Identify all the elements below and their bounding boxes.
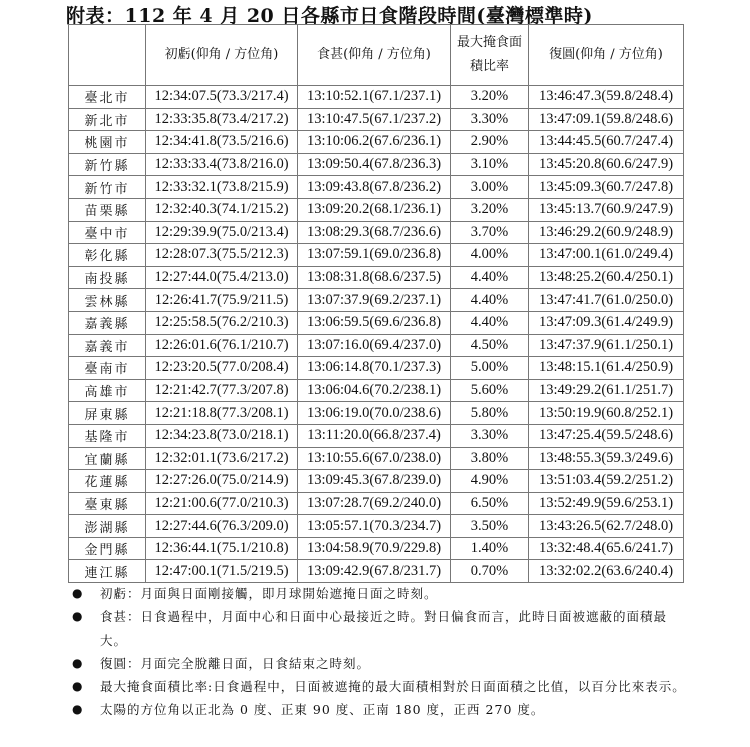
maximum-eclipse-cell: 13:10:47.5(67.1/237.2) bbox=[298, 108, 451, 131]
last-contact-cell: 13:52:49.9(59.6/253.1) bbox=[529, 492, 684, 515]
first-contact-cell: 12:32:01.1(73.6/217.2) bbox=[146, 447, 298, 470]
last-contact-cell: 13:43:26.5(62.7/248.0) bbox=[529, 515, 684, 538]
maximum-eclipse-cell: 13:08:31.8(68.6/237.5) bbox=[298, 266, 451, 289]
note-item bbox=[72, 605, 692, 652]
header-last-contact: 復圓(仰角 / 方位角) bbox=[529, 25, 684, 86]
region-name-cell: 桃園市 bbox=[69, 131, 146, 154]
region-name-cell: 南投縣 bbox=[69, 266, 146, 289]
table-row bbox=[69, 221, 684, 244]
region-name-cell: 新竹縣 bbox=[69, 153, 146, 176]
maximum-eclipse-cell: 13:07:28.7(69.2/240.0) bbox=[298, 492, 451, 515]
first-contact-cell: 12:34:41.8(73.5/216.6) bbox=[146, 131, 298, 154]
note-text: 初虧：月面與日面剛接觸，即月球開始遮掩日面之時刻。 bbox=[100, 586, 438, 601]
maximum-eclipse-cell: 13:10:55.6(67.0/238.0) bbox=[298, 447, 451, 470]
first-contact-cell: 12:26:41.7(75.9/211.5) bbox=[146, 289, 298, 312]
table-row bbox=[69, 131, 684, 154]
max-ratio-cell: 3.30% bbox=[451, 108, 529, 131]
header-maximum: 食甚(仰角 / 方位角) bbox=[298, 25, 451, 86]
first-contact-cell: 12:32:40.3(74.1/215.2) bbox=[146, 198, 298, 221]
max-ratio-cell: 3.10% bbox=[451, 153, 529, 176]
region-name-cell: 臺南市 bbox=[69, 357, 146, 380]
region-name-cell: 新竹市 bbox=[69, 176, 146, 199]
table-body bbox=[69, 86, 684, 583]
region-name-cell: 臺中市 bbox=[69, 221, 146, 244]
table-row bbox=[69, 266, 684, 289]
region-name-cell: 嘉義市 bbox=[69, 334, 146, 357]
maximum-eclipse-cell: 13:06:59.5(69.6/236.8) bbox=[298, 311, 451, 334]
last-contact-cell: 13:45:20.8(60.6/247.9) bbox=[529, 153, 684, 176]
maximum-eclipse-cell: 13:11:20.0(66.8/237.4) bbox=[298, 424, 451, 447]
max-ratio-cell: 6.50% bbox=[451, 492, 529, 515]
bullet-icon: ● bbox=[72, 586, 83, 600]
last-contact-cell: 13:47:37.9(61.1/250.1) bbox=[529, 334, 684, 357]
max-ratio-cell: 5.60% bbox=[451, 379, 529, 402]
region-name-cell: 花蓮縣 bbox=[69, 470, 146, 493]
maximum-eclipse-cell: 13:06:19.0(70.0/238.6) bbox=[298, 402, 451, 425]
max-ratio-cell: 5.00% bbox=[451, 357, 529, 380]
max-ratio-cell: 4.40% bbox=[451, 289, 529, 312]
last-contact-cell: 13:46:29.2(60.9/248.9) bbox=[529, 221, 684, 244]
max-ratio-cell: 0.70% bbox=[451, 560, 529, 583]
last-contact-cell: 13:51:03.4(59.2/251.2) bbox=[529, 470, 684, 493]
maximum-eclipse-cell: 13:07:59.1(69.0/236.8) bbox=[298, 244, 451, 267]
last-contact-cell: 13:46:47.3(59.8/248.4) bbox=[529, 86, 684, 109]
region-name-cell: 連江縣 bbox=[69, 560, 146, 583]
region-name-cell: 臺北市 bbox=[69, 86, 146, 109]
note-text: 最大掩食面積比率:日食過程中，日面被遮掩的最大面積相對於日面面積之比值，以百分比來表示。 bbox=[100, 679, 686, 695]
max-ratio-cell: 3.70% bbox=[451, 221, 529, 244]
region-name-cell: 苗栗縣 bbox=[69, 198, 146, 221]
note-item bbox=[72, 582, 692, 605]
first-contact-cell: 12:26:01.6(76.1/210.7) bbox=[146, 334, 298, 357]
table-row bbox=[69, 108, 684, 131]
bullet-icon: ● bbox=[72, 679, 83, 694]
first-contact-cell: 12:21:42.7(77.3/207.8) bbox=[146, 379, 298, 402]
maximum-eclipse-cell: 13:09:45.3(67.8/239.0) bbox=[298, 470, 451, 493]
max-ratio-cell: 3.50% bbox=[451, 515, 529, 538]
table-row bbox=[69, 357, 684, 380]
bullet-icon: ● bbox=[72, 655, 83, 670]
max-ratio-cell: 3.30% bbox=[451, 424, 529, 447]
first-contact-cell: 12:21:00.6(77.0/210.3) bbox=[146, 492, 298, 515]
bullet-icon: ● bbox=[72, 702, 83, 717]
max-ratio-cell: 3.20% bbox=[451, 86, 529, 109]
table-row bbox=[69, 537, 684, 560]
max-ratio-cell: 4.50% bbox=[451, 334, 529, 357]
max-ratio-cell: 3.20% bbox=[451, 198, 529, 221]
first-contact-cell: 12:29:39.9(75.0/213.4) bbox=[146, 221, 298, 244]
maximum-eclipse-cell: 13:09:20.2(68.1/236.1) bbox=[298, 198, 451, 221]
note-item bbox=[72, 652, 692, 675]
table-row bbox=[69, 402, 684, 425]
maximum-eclipse-cell: 13:06:04.6(70.2/238.1) bbox=[298, 379, 451, 402]
region-name-cell: 澎湖縣 bbox=[69, 515, 146, 538]
page-title: 附表：112 年 4 月 20 日各縣市日食階段時間(臺灣標準時) bbox=[66, 5, 593, 27]
first-contact-cell: 12:33:33.4(73.8/216.0) bbox=[146, 153, 298, 176]
region-name-cell: 高雄市 bbox=[69, 379, 146, 402]
last-contact-cell: 13:45:09.3(60.7/247.8) bbox=[529, 176, 684, 199]
max-ratio-cell: 4.40% bbox=[451, 311, 529, 334]
first-contact-cell: 12:21:18.8(77.3/208.1) bbox=[146, 402, 298, 425]
last-contact-cell: 13:47:09.3(61.4/249.9) bbox=[529, 311, 684, 334]
header-max-ratio-label: 最大掩食面積比率 bbox=[457, 35, 523, 74]
first-contact-cell: 12:34:07.5(73.3/217.4) bbox=[146, 86, 298, 109]
maximum-eclipse-cell: 13:10:06.2(67.6/236.1) bbox=[298, 131, 451, 154]
region-name-cell: 基隆市 bbox=[69, 424, 146, 447]
last-contact-cell: 13:49:29.2(61.1/251.7) bbox=[529, 379, 684, 402]
region-name-cell: 宜蘭縣 bbox=[69, 447, 146, 470]
note-text: 太陽的方位角以正北為 0 度、正東 90 度、正南 180 度，正西 270 度。 bbox=[100, 702, 545, 718]
table-row bbox=[69, 515, 684, 538]
table-row bbox=[69, 176, 684, 199]
header-first-contact: 初虧(仰角 / 方位角) bbox=[146, 25, 298, 86]
region-name-cell: 嘉義縣 bbox=[69, 311, 146, 334]
last-contact-cell: 13:47:25.4(59.5/248.6) bbox=[529, 424, 684, 447]
table-row bbox=[69, 424, 684, 447]
last-contact-cell: 13:44:45.5(60.7/247.4) bbox=[529, 131, 684, 154]
table-row bbox=[69, 153, 684, 176]
max-ratio-cell: 5.80% bbox=[451, 402, 529, 425]
table-row bbox=[69, 379, 684, 402]
last-contact-cell: 13:50:19.9(60.8/252.1) bbox=[529, 402, 684, 425]
note-text: 食甚：日食過程中，月面中心和日面中心最接近之時。對日偏食而言，此時日面被遮蔽的面積最大。 bbox=[100, 609, 668, 648]
last-contact-cell: 13:47:41.7(61.0/250.0) bbox=[529, 289, 684, 312]
maximum-eclipse-cell: 13:07:37.9(69.2/237.1) bbox=[298, 289, 451, 312]
max-ratio-cell: 3.00% bbox=[451, 176, 529, 199]
maximum-eclipse-cell: 13:08:29.3(68.7/236.6) bbox=[298, 221, 451, 244]
last-contact-cell: 13:48:15.1(61.4/250.9) bbox=[529, 357, 684, 380]
eclipse-times-table bbox=[68, 24, 684, 583]
table-row bbox=[69, 334, 684, 357]
max-ratio-cell: 2.90% bbox=[451, 131, 529, 154]
last-contact-cell: 13:48:25.2(60.4/250.1) bbox=[529, 266, 684, 289]
header-max-ratio bbox=[451, 25, 529, 86]
maximum-eclipse-cell: 13:10:52.1(67.1/237.1) bbox=[298, 86, 451, 109]
first-contact-cell: 12:28:07.3(75.5/212.3) bbox=[146, 244, 298, 267]
first-contact-cell: 12:23:20.5(77.0/208.4) bbox=[146, 357, 298, 380]
last-contact-cell: 13:47:09.1(59.8/248.6) bbox=[529, 108, 684, 131]
region-name-cell: 彰化縣 bbox=[69, 244, 146, 267]
table-row bbox=[69, 447, 684, 470]
notes-list bbox=[72, 582, 692, 722]
last-contact-cell: 13:47:00.1(61.0/249.4) bbox=[529, 244, 684, 267]
note-text: 復圓：月面完全脫離日面，日食結束之時刻。 bbox=[100, 655, 371, 671]
table-row bbox=[69, 560, 684, 583]
maximum-eclipse-cell: 13:09:50.4(67.8/236.3) bbox=[298, 153, 451, 176]
table-row bbox=[69, 311, 684, 334]
header-region bbox=[69, 25, 146, 86]
last-contact-cell: 13:45:13.7(60.9/247.9) bbox=[529, 198, 684, 221]
first-contact-cell: 12:33:32.1(73.8/215.9) bbox=[146, 176, 298, 199]
first-contact-cell: 12:27:26.0(75.0/214.9) bbox=[146, 470, 298, 493]
note-item bbox=[72, 698, 692, 721]
table-row bbox=[69, 244, 684, 267]
first-contact-cell: 12:47:00.1(71.5/219.5) bbox=[146, 560, 298, 583]
maximum-eclipse-cell: 13:09:43.8(67.8/236.2) bbox=[298, 176, 451, 199]
max-ratio-cell: 1.40% bbox=[451, 537, 529, 560]
table-row bbox=[69, 492, 684, 515]
table-row bbox=[69, 86, 684, 109]
region-name-cell: 金門縣 bbox=[69, 537, 146, 560]
max-ratio-cell: 3.80% bbox=[451, 447, 529, 470]
last-contact-cell: 13:32:48.4(65.6/241.7) bbox=[529, 537, 684, 560]
maximum-eclipse-cell: 13:06:14.8(70.1/237.3) bbox=[298, 357, 451, 380]
region-name-cell: 新北市 bbox=[69, 108, 146, 131]
table-row bbox=[69, 470, 684, 493]
maximum-eclipse-cell: 13:05:57.1(70.3/234.7) bbox=[298, 515, 451, 538]
first-contact-cell: 12:36:44.1(75.1/210.8) bbox=[146, 537, 298, 560]
last-contact-cell: 13:48:55.3(59.3/249.6) bbox=[529, 447, 684, 470]
bullet-icon: ● bbox=[72, 609, 83, 624]
first-contact-cell: 12:25:58.5(76.2/210.3) bbox=[146, 311, 298, 334]
maximum-eclipse-cell: 13:04:58.9(70.9/229.8) bbox=[298, 537, 451, 560]
max-ratio-cell: 4.00% bbox=[451, 244, 529, 267]
table-row bbox=[69, 198, 684, 221]
region-name-cell: 臺東縣 bbox=[69, 492, 146, 515]
region-name-cell: 雲林縣 bbox=[69, 289, 146, 312]
max-ratio-cell: 4.90% bbox=[451, 470, 529, 493]
table-row bbox=[69, 289, 684, 312]
maximum-eclipse-cell: 13:09:42.9(67.8/231.7) bbox=[298, 560, 451, 583]
first-contact-cell: 12:27:44.6(76.3/209.0) bbox=[146, 515, 298, 538]
table-header-row bbox=[69, 25, 684, 86]
maximum-eclipse-cell: 13:07:16.0(69.4/237.0) bbox=[298, 334, 451, 357]
region-name-cell: 屏東縣 bbox=[69, 402, 146, 425]
first-contact-cell: 12:34:23.8(73.0/218.1) bbox=[146, 424, 298, 447]
first-contact-cell: 12:27:44.0(75.4/213.0) bbox=[146, 266, 298, 289]
last-contact-cell: 13:32:02.2(63.6/240.4) bbox=[529, 560, 684, 583]
max-ratio-cell: 4.40% bbox=[451, 266, 529, 289]
first-contact-cell: 12:33:35.8(73.4/217.2) bbox=[146, 108, 298, 131]
note-item bbox=[72, 675, 692, 698]
